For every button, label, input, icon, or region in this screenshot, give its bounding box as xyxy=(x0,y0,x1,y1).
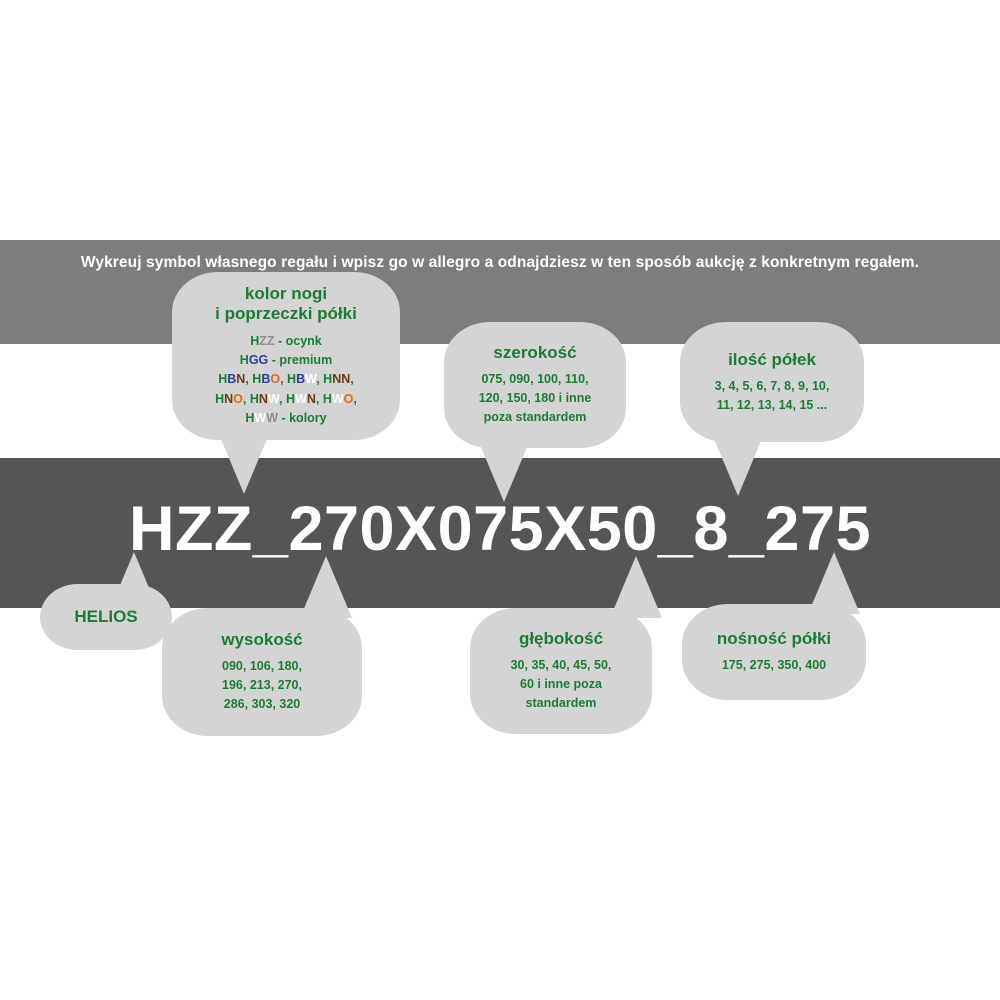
callout-nosnosc-polki xyxy=(682,604,866,700)
callout-ilosc-polek-body xyxy=(715,377,830,415)
callout-glebokosc xyxy=(470,608,652,734)
wysokosc-line-3: 286, 303, 320 xyxy=(223,696,301,711)
brand-label: HELIOS xyxy=(74,606,138,626)
glebokosc-line-2: 60 i inne poza xyxy=(520,677,602,692)
callout-glebokosc-body xyxy=(511,656,612,712)
callout-kolor-nogi xyxy=(172,272,400,440)
callout-wysokosc-title: wysokość xyxy=(221,630,303,650)
callout-tail-szerokosc xyxy=(478,440,530,502)
callout-kolor-title-line1: kolor nogi xyxy=(244,283,328,303)
callout-szerokosc-body xyxy=(479,370,592,426)
callout-szerokosc-title: szerokość xyxy=(493,343,577,363)
callout-tail-kolor xyxy=(218,432,270,494)
glebokosc-line-3: standardem xyxy=(525,695,597,710)
szerokosc-line-1: 075, 090, 100, 110, xyxy=(481,372,589,387)
ilosc-polek-line-2: 11, 12, 13, 14, 15 ... xyxy=(716,397,828,412)
instruction-text: Wykreuj symbol własnego regału i wpisz go w allegro a odnajdziesz w ten sposób aukcję z konkretnym regałem. xyxy=(80,254,920,271)
callout-nosnosc-polki-body xyxy=(722,656,826,675)
product-code: HZZ_270X075X50_8_275 xyxy=(128,494,872,564)
callout-glebokosc-title: głębokość xyxy=(518,629,604,649)
callout-ilosc-polek-title: ilość półek xyxy=(728,349,816,369)
callout-kolor-title-line2: i poprzeczki półki xyxy=(215,303,357,323)
kolor-line-2: HGG - premium xyxy=(239,352,333,367)
callout-wysokosc-body xyxy=(222,657,302,713)
callout-nosnosc-polki-title: nośność półki xyxy=(716,629,832,649)
kolor-line-3: HBN, HBO, HBW, HNN, xyxy=(218,372,354,387)
kolor-line-5: HWW - kolory xyxy=(245,411,327,426)
glebokosc-line-1: 30, 35, 40, 45, 50, xyxy=(510,658,612,673)
szerokosc-line-2: 120, 150, 180 i inne xyxy=(478,391,592,406)
callout-brand-helios xyxy=(40,584,172,650)
ilosc-polek-line-1: 3, 4, 5, 6, 7, 8, 9, 10, xyxy=(714,378,830,393)
kolor-line-4: HNO, HNW, HWN, HWO, xyxy=(215,391,357,406)
callout-kolor-body xyxy=(215,330,357,429)
callout-szerokosc xyxy=(444,322,626,448)
callout-tail-ilosc-polek xyxy=(712,434,764,496)
nosnosc-polki-line-1: 175, 275, 350, 400 xyxy=(721,658,827,673)
callout-wysokosc xyxy=(162,608,362,736)
wysokosc-line-1: 090, 106, 180, xyxy=(222,659,302,674)
kolor-line-1: HZZ - ocynk xyxy=(250,333,322,348)
callout-ilosc-polek xyxy=(680,322,864,442)
wysokosc-line-2: 196, 213, 270, xyxy=(222,678,302,693)
szerokosc-line-3: poza standardem xyxy=(483,409,587,424)
